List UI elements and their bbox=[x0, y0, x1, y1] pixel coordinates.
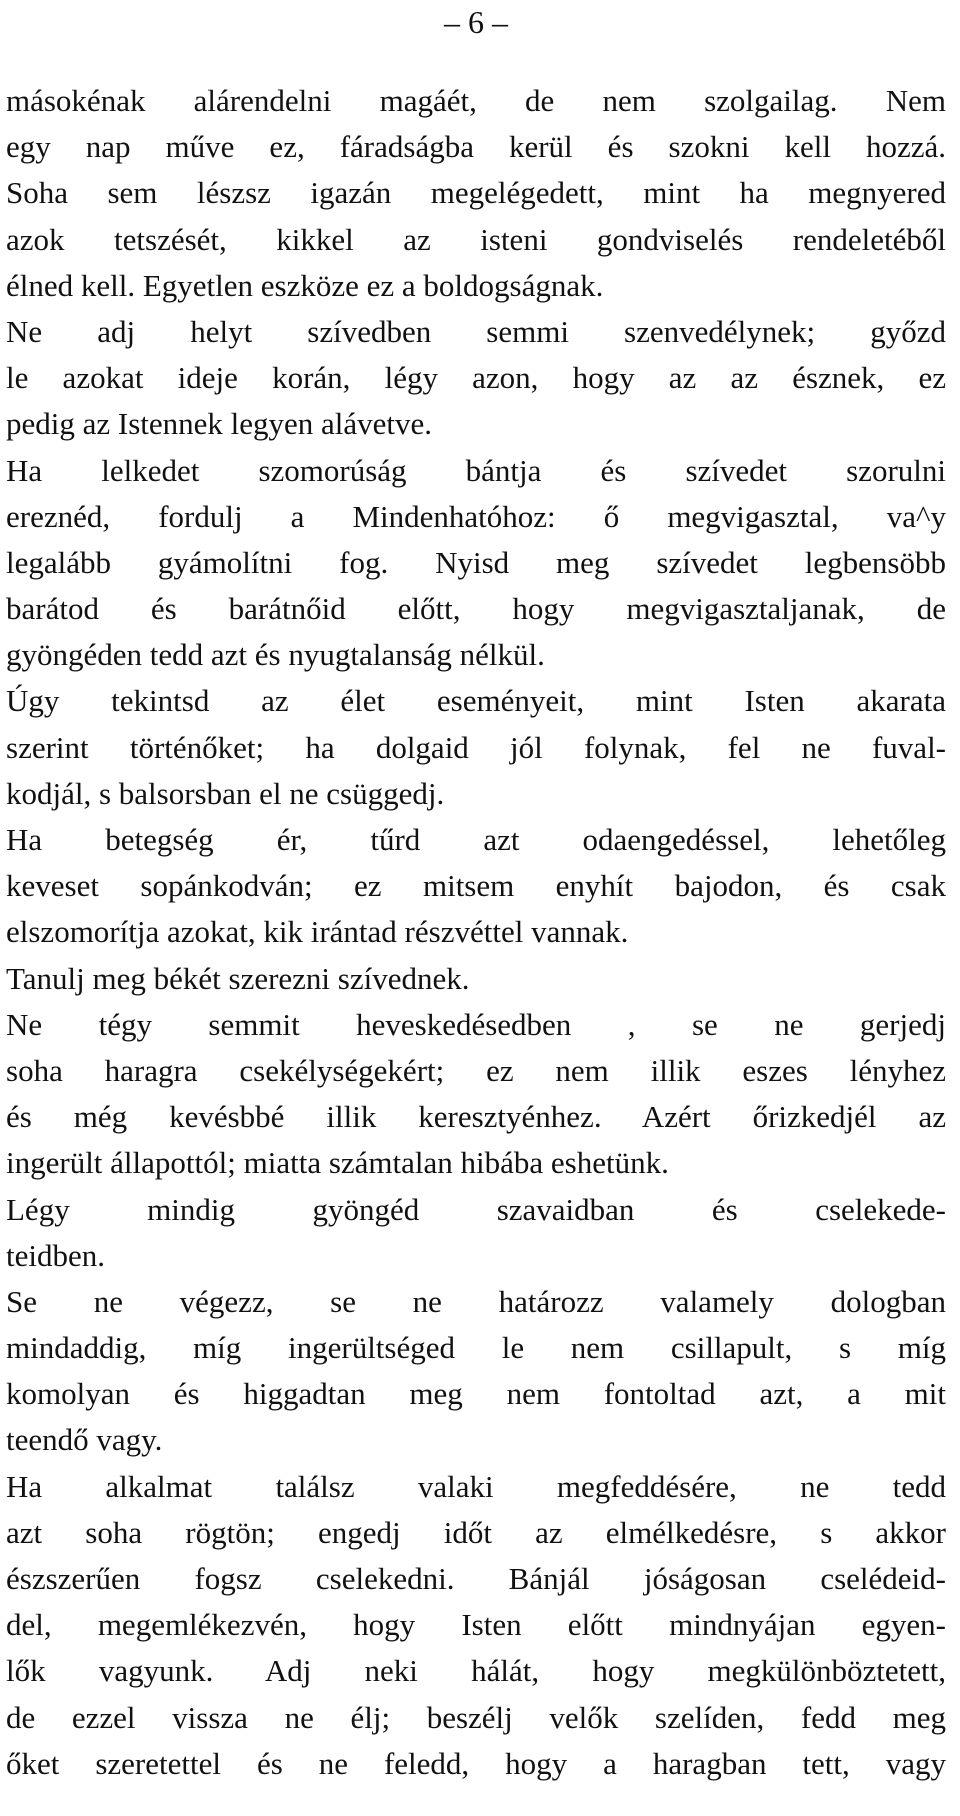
text-line: és még kevésbbé illik keresztyénhez. Azért őrizkedjél az bbox=[6, 1099, 946, 1135]
text-line: Se ne végezz, se ne határozz valamely dologban bbox=[6, 1283, 946, 1319]
text-line: gyöngéden tedd azt és nyugtalanság nélkül. bbox=[6, 637, 545, 673]
text-line: Soha sem lészsz igazán megelégedett, mint ha megnyered bbox=[6, 175, 946, 211]
text-line: elszomorítja azokat, kik irántad részvéttel vannak. bbox=[6, 914, 629, 950]
text-line: élned kell. Egyetlen eszköze ez a boldogságnak. bbox=[6, 267, 604, 303]
text-line: azt soha rögtön; engedj időt az elmélkedésre, s akkor bbox=[6, 1514, 946, 1550]
text-line: Légy mindig gyöngéd szavaidban és cselekede- bbox=[6, 1191, 946, 1227]
text-line: őket szeretettel és ne feledd, hogy a haragban tett, vagy bbox=[6, 1745, 946, 1781]
text-line: Ne adj helyt szívedben semmi szenvedélynek; győzd bbox=[6, 313, 946, 349]
text-line: teendő vagy. bbox=[6, 1422, 163, 1458]
text-line: del, megemlékezvén, hogy Isten előtt mindnyájan egyen- bbox=[6, 1607, 946, 1643]
text-line: észszerűen fogsz cselekedni. Bánjál jóságosan cselédeid- bbox=[6, 1561, 946, 1596]
text-line: teidben. bbox=[6, 1237, 105, 1273]
text-line: Ne tégy semmit heveskedésedben , se ne gerjedj bbox=[6, 1006, 946, 1042]
text-line: Úgy tekintsd az élet eseményeit, mint Isten akarata bbox=[6, 683, 946, 719]
text-line: kodjál, s balsorsban el ne csüggedj. bbox=[6, 775, 445, 811]
text-line: pedig az Istennek legyen alávetve. bbox=[6, 406, 433, 442]
text-line: szerint történőket; ha dolgaid jól folynak, fel ne fuval- bbox=[6, 729, 946, 765]
text-line: ereznéd, fordulj a Mindenhatóhoz: ő megvigasztal, va^y bbox=[6, 498, 946, 534]
text-line: Tanulj meg békét szerezni szívednek. bbox=[6, 960, 470, 996]
text-line: ingerült állapottól; miatta számtalan hibába eshetünk. bbox=[6, 1145, 669, 1181]
text-line: másokénak alárendelni magáét, de nem szolgailag. Nem bbox=[6, 83, 946, 118]
text-line: Ha betegség ér, tűrd azt odaengedéssel, lehetőleg bbox=[6, 822, 946, 857]
text-line: mindaddig, míg ingerültséged le nem csillapult, s míg bbox=[6, 1330, 946, 1366]
text-line: de ezzel vissza ne élj; beszélj velők szelíden, fedd meg bbox=[6, 1699, 946, 1735]
text-line: barátod és barátnőid előtt, hogy megvigasztaljanak, de bbox=[6, 591, 946, 627]
text-line: egy nap műve ez, fáradságba kerül és szokni kell hozzá. bbox=[6, 129, 946, 165]
text-line: keveset sopánkodván; ez mitsem enyhít bajodon, és csak bbox=[6, 868, 946, 904]
text-line: Ha alkalmat találsz valaki megfeddésére, ne tedd bbox=[6, 1468, 946, 1504]
text-line: komolyan és higgadtan meg nem fontoltad azt, a mit bbox=[6, 1376, 946, 1412]
text-line: azok tetszését, kikkel az isteni gondviselés rendeletéből bbox=[6, 221, 946, 257]
text-line: Ha lelkedet szomorúság bántja és szívedet szorulni bbox=[6, 452, 946, 488]
body-text bbox=[6, 78, 946, 1787]
text-line: lők vagyunk. Adj neki hálát, hogy megkülönböztetett, bbox=[6, 1653, 946, 1689]
text-line: le azokat ideje korán, légy azon, hogy az az észnek, ez bbox=[6, 360, 946, 396]
text-line: soha haragra csekélységekért; ez nem illik eszes lényhez bbox=[6, 1052, 946, 1088]
text-line: legalább gyámolítni fog. Nyisd meg szívedet legbensöbb bbox=[6, 544, 946, 580]
page-number: – 6 – bbox=[444, 4, 508, 40]
